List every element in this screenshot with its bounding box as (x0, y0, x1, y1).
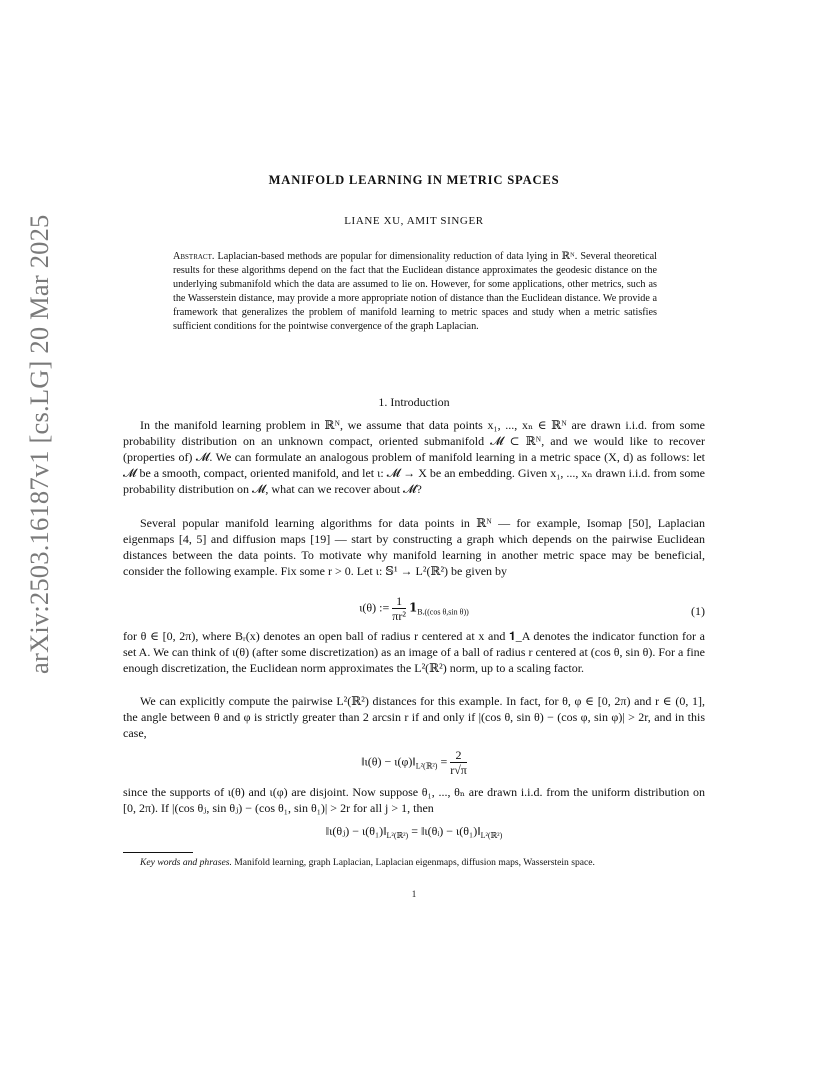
paragraph-1: In the manifold learning problem in ℝᴺ, we assume that data points x₁, ..., xₙ ∈ ℝᴺ are drawn i.i.d. from some probability distribution on an unknown compact, oriented submanifold 𝓜 ⊂ ℝᴺ, and we would like to recover (properties of) 𝓜. We can formulate an analogous problem of manifold learning in a metric space (X, d) as follows: let 𝓜 be a smooth, compact, oriented manifold, and let ι: 𝓜 → X be an embedding. Given x₁, ..., xₙ drawn i.i.d. from some probability distribution on 𝓜, what can we recover about 𝓜? (123, 418, 705, 497)
footnote-rule (123, 852, 193, 853)
abstract-text: Laplacian-based methods are popular for dimensionality reduction of data lying in ℝᴺ. Several theoretical results for these algorithms depend on the fact that the Euclidean distance approximates the geodesic distance on the underlying submanifold which the data are assumed to lie on. However, for some applications, other metrics, such as the Wasserstein distance, may provide a more appropriate notion of distance than the Euclidean distance. We provide a framework that generalizes the problem of manifold learning to metric spaces and study when a metric satisfies sufficient conditions for the pointwise convergence of the graph Laplacian. (173, 251, 657, 333)
footnote-text: Manifold learning, graph Laplacian, Laplacian eigenmaps, diffusion maps, Wasserstein space. (234, 857, 595, 868)
footnote (123, 856, 705, 869)
eq3-subscript-1: L²(ℝ²) (386, 831, 409, 840)
paragraph-3: for θ ∈ [0, 2π), where Bᵣ(x) denotes an open ball of radius r centered at x and 𝟏_A denotes the indicator function for a set A. We can think of ι(θ) (after some discretization) as an image of a ball of radius r centered at (cos θ, sin θ). For a fine enough discretization, the Euclidean norm approximates the L²(ℝ²) norm, up to a scaling factor. (123, 629, 705, 676)
eq2-denominator: r√π (450, 763, 467, 777)
paper-title: MANIFOLD LEARNING IN METRIC SPACES (268, 173, 560, 187)
eq1-fraction (392, 594, 406, 623)
footnote-label: Key words and phrases. (140, 857, 232, 868)
eq3-rhs: = ‖ι(θᵢ) − ι(θ₁)‖ (408, 824, 481, 838)
abstract (173, 250, 657, 335)
eq1-subscript: Bᵣ((cos θ,sin θ)) (417, 607, 469, 617)
paper-authors: LIANE XU, AMIT SINGER (344, 215, 484, 227)
equation-3-body (123, 824, 705, 840)
arxiv-identifier: arXiv:2503.16187v1 [cs.LG] 20 Mar 2025 (24, 214, 54, 674)
equation-2-body (123, 748, 705, 777)
paragraph-5: since the supports of ι(θ) and ι(φ) are disjoint. Now suppose θ₁, ..., θₙ are drawn i.i.d. from the uniform distribution on [0, 2π). If |(cos θⱼ, sin θⱼ) − (cos θ₁, sin θ₁)| > 2r for all j > 1, then (123, 785, 705, 816)
eq2-subscript: L²(ℝ²) (415, 761, 438, 771)
eq1-lhs: ι(θ) := (359, 600, 390, 615)
eq1-denominator: πr² (392, 609, 406, 623)
section-title: 1. Introduction (378, 395, 450, 409)
eq3-subscript-2: L²(ℝ²) (480, 831, 503, 840)
eq2-equals: = (440, 754, 448, 769)
equation-1 (123, 594, 705, 628)
eq2-numerator: 2 (450, 748, 467, 763)
eq2-fraction (450, 748, 467, 777)
paragraph-4: We can explicitly compute the pairwise L²(ℝ²) distances for this example. In fact, for θ, φ ∈ [0, 2π) and r ∈ (0, 1], the angle between θ and φ is strictly greater than 2 arcsin r if and only if |(cos θ, sin θ) − (cos φ, sin φ)| > 2r, and in this case, (123, 694, 705, 741)
page-number: 1 (411, 889, 417, 899)
eq1-numerator: 1 (392, 594, 406, 609)
equation-1-body (123, 594, 705, 623)
equation-2 (123, 748, 705, 782)
equation-3 (123, 824, 705, 842)
section-heading (0, 395, 828, 410)
abstract-label: Abstract. (173, 251, 215, 262)
eq1-indicator: 𝟏 (408, 600, 418, 615)
paragraph-2: Several popular manifold learning algorithms for data points in ℝᴺ — for example, Isomap [50], Laplacian eigenmaps [4, 5] and diffusion maps [19] — start by constructing a graph which depends on the pairwise Euclidean distances between the data points. To motivate why manifold learning in another metric space may be beneficial, consider the following example. Fix some r > 0. Let ι: 𝕊¹ → L²(ℝ²) be given by (123, 516, 705, 579)
eq3-lhs: ‖ι(θⱼ) − ι(θ₁)‖ (325, 824, 387, 838)
eq1-number: (1) (691, 604, 705, 618)
eq2-lhs: ‖ι(θ) − ι(φ)‖ (361, 754, 416, 769)
